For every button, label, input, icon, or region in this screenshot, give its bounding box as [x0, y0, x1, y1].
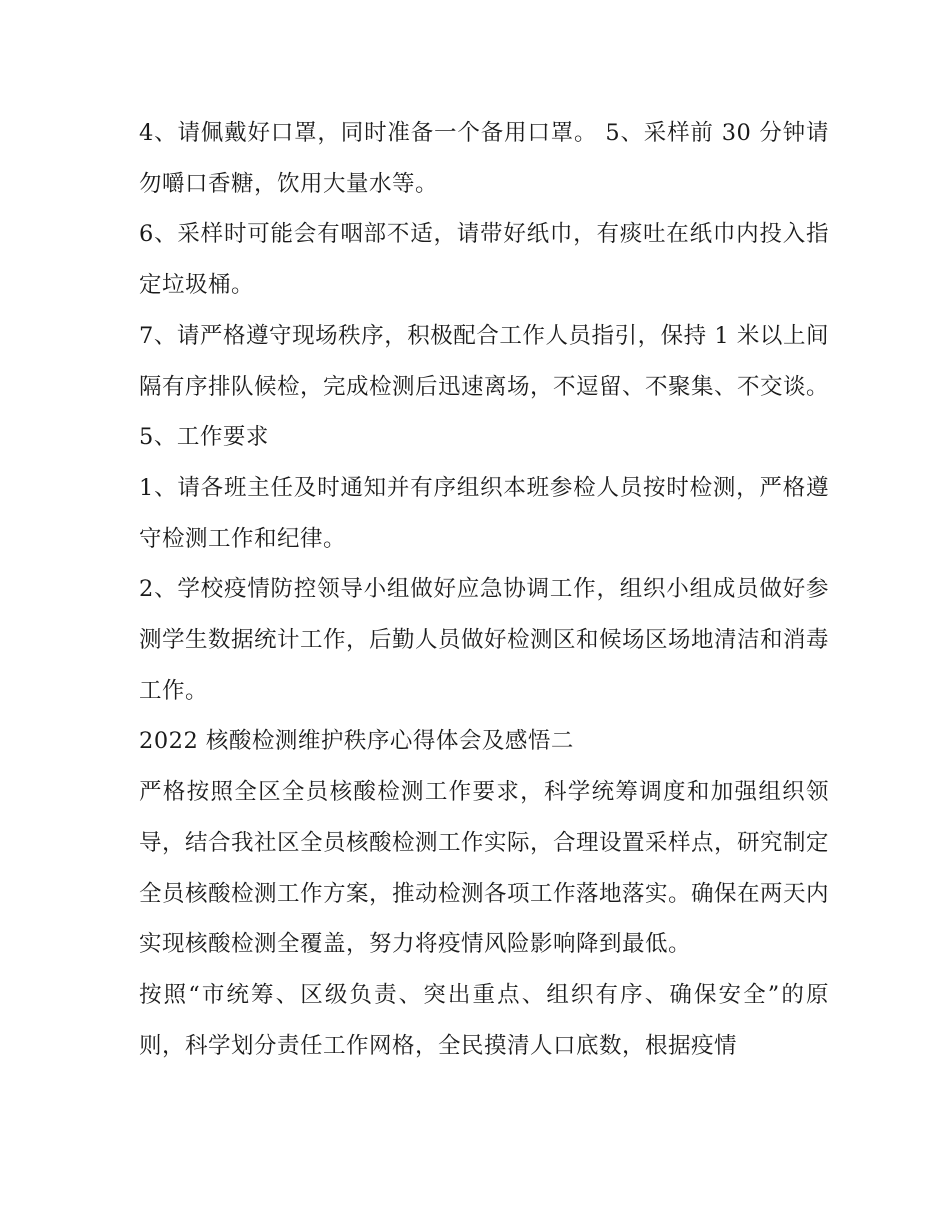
- paragraph-sampling-notes-6: 6、采样时可能会有咽部不适，请带好纸巾，有痰吐在纸巾内投入指定垃圾桶。: [139, 221, 829, 299]
- document-body: [139, 108, 829, 1071]
- paragraph-work-requirement-2: 2、学校疫情防控领导小组做好应急协调工作，组织小组成员做好参测学生数据统计工作，后勤人员做好检测区和候场区场地清洁和消毒工作。: [139, 576, 830, 704]
- paragraph-sampling-notes-4-5: 4、请佩戴好口罩，同时准备一个备用口罩。 5、采样前 30 分钟请勿嚼口香糖，饮用大量水等。: [139, 120, 829, 197]
- section-heading: 2022 核酸检测维护秩序心得体会及感悟二: [139, 728, 574, 755]
- paragraph-sampling-notes-7: 7、请严格遵守现场秩序，积极配合工作人员指引，保持 1 米以上间隔有序排队候检，完成检测后迅速离场，不逗留、不聚集、不交谈。 5、工作要求: [139, 322, 830, 451]
- paragraph-body-1: 严格按照全区全员核酸检测工作要求，科学统筹调度和加强组织领导，结合我社区全员核酸检测工作实际，合理设置采样点，研究制定全员核酸检测工作方案，推动检测各项工作落地落实。确保在两天内实现核酸检测全覆盖，努力将疫情风险影响降到最低。: [139, 779, 830, 958]
- paragraph-body-2: 按照“市统筹、区级负责、突出重点、组织有序、确保安全”的原则，科学划分责任工作网格，全民摸清人口底数，根据疫情: [139, 981, 829, 1059]
- paragraph-work-requirement-1: 1、请各班主任及时通知并有序组织本班参检人员按时检测，严格遵守检测工作和纪律。: [139, 474, 829, 552]
